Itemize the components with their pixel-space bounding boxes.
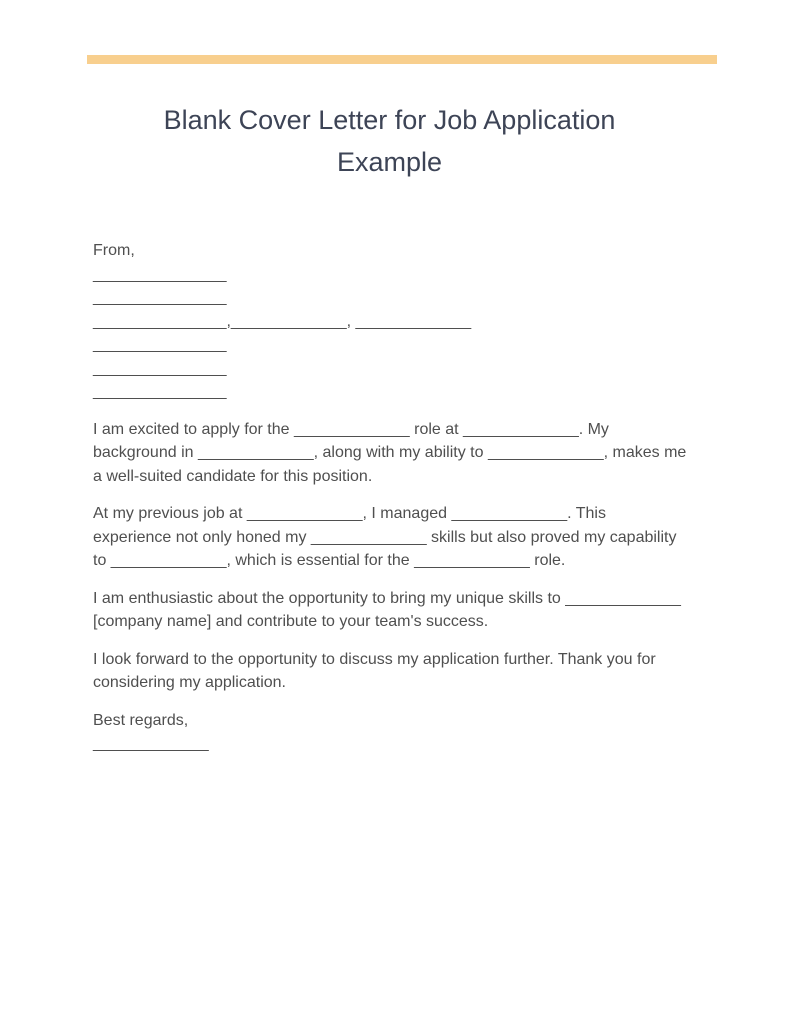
text-line: _______________ (93, 265, 227, 283)
text-line: Blank Cover Letter for Job Application (163, 105, 616, 135)
text-line: a well-suited candidate for this position. (93, 467, 373, 485)
text-line: I am excited to apply for the _____________ role at _____________. My (93, 420, 609, 438)
text-line: [company name] and contribute to your team's success. (93, 613, 489, 630)
from-block (93, 239, 716, 404)
text-line: At my previous job at _____________, I managed _____________. This (93, 505, 606, 522)
accent-bar (87, 55, 717, 64)
text-line: I look forward to the opportunity to discuss my application further. Thank you for (93, 650, 656, 668)
text-line: background in _____________, along with my ability to _____________, makes me (93, 444, 687, 461)
letter-content (93, 64, 716, 756)
text-line: Best regards, (93, 711, 189, 729)
closing-block (93, 709, 716, 756)
paragraph (93, 418, 716, 489)
paragraph (93, 587, 716, 634)
text-line: I am enthusiastic about the opportunity to bring my unique skills to _____________ (93, 589, 681, 607)
page-title (93, 99, 686, 183)
letter-body (93, 418, 716, 695)
text-line: _______________,_____________, _____________ (93, 312, 472, 330)
text-line: _______________ (93, 383, 227, 400)
text-line: experience not only honed my _____________ skills but also proved my capability (93, 528, 677, 546)
text-line: to _____________, which is essential for the _____________ role. (93, 552, 566, 569)
text-line: considering my application. (93, 674, 286, 691)
text-line: Example (336, 147, 443, 177)
text-line: _______________ (93, 359, 227, 377)
text-line: _____________ (93, 735, 209, 752)
text-line: From, (93, 242, 135, 259)
paragraph (93, 648, 716, 695)
text-line: _______________ (93, 336, 227, 353)
paragraph (93, 502, 716, 573)
text-line: _______________ (93, 289, 227, 306)
